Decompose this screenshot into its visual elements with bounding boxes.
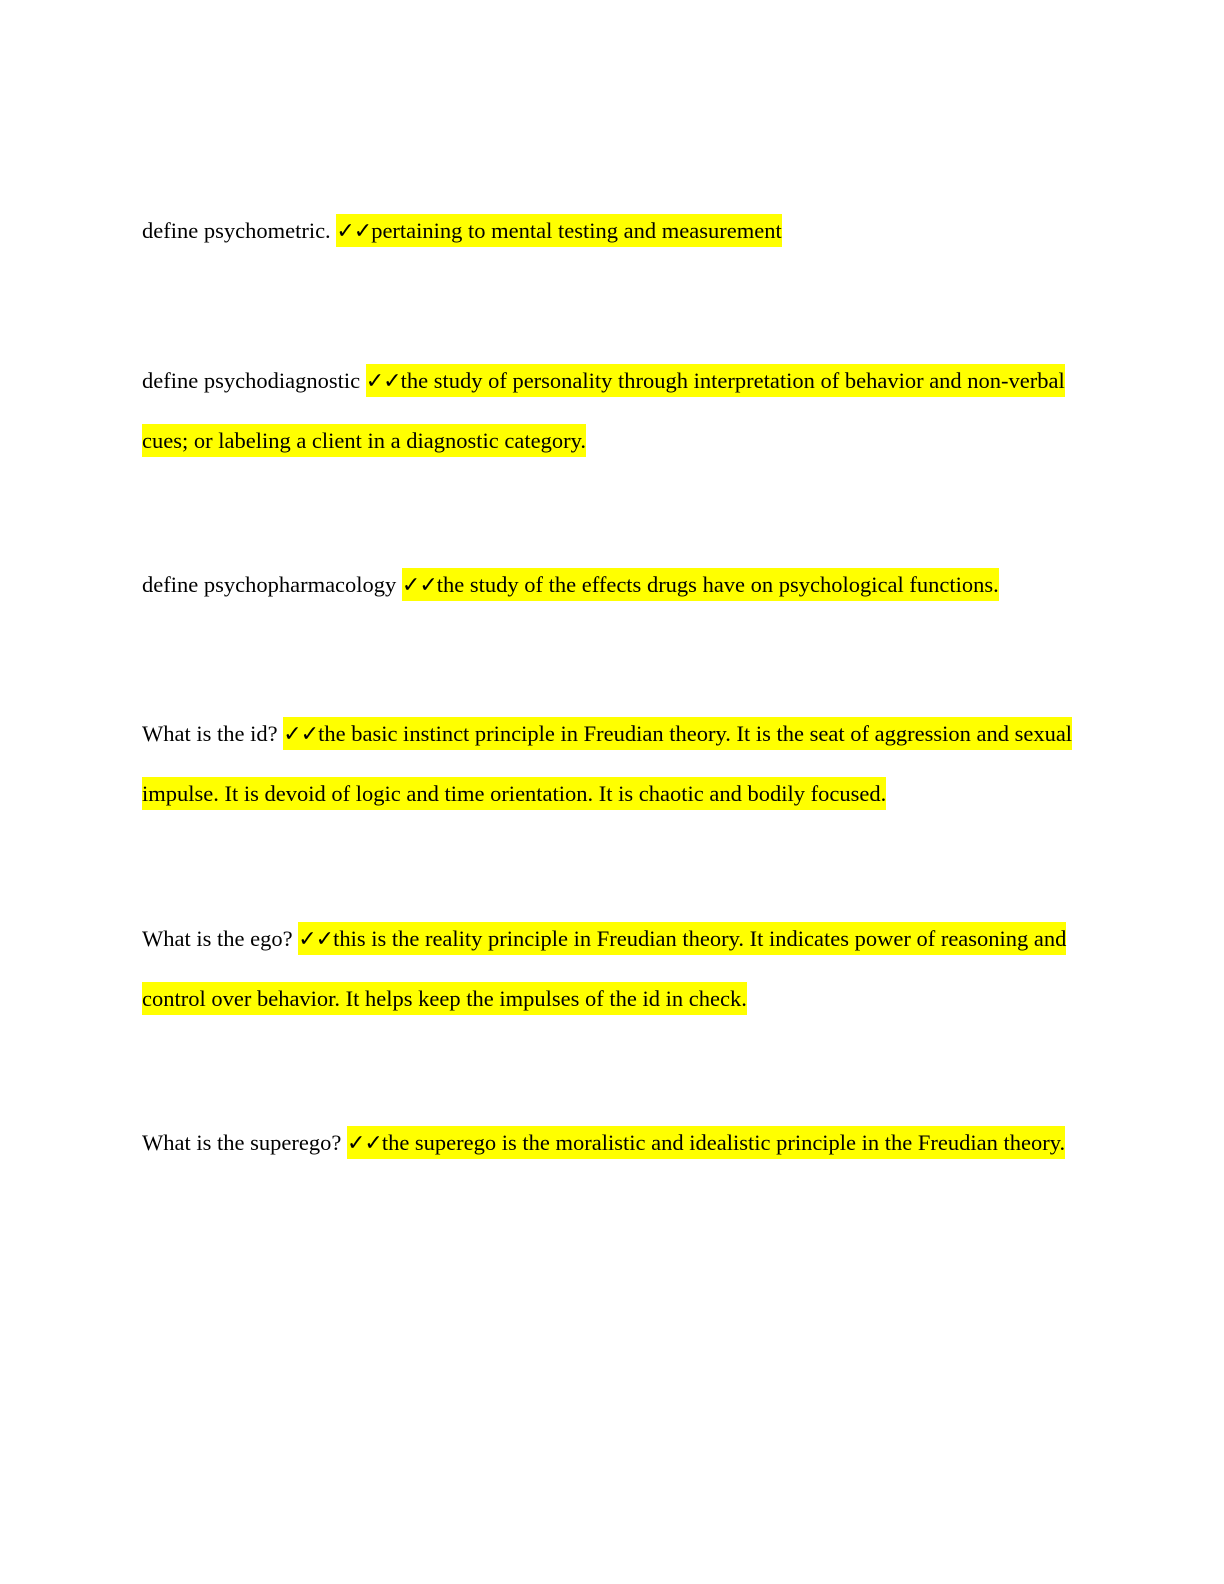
answer-highlight	[402, 568, 999, 601]
question-text: define psychodiagnostic	[142, 368, 366, 393]
qa-item-superego	[142, 1113, 1082, 1173]
double-check-icon: ✓✓	[346, 1131, 382, 1156]
answer-text: the basic instinct principle in Freudian theory. It is the seat of aggression and sexual impulse. It is devoid of logic and time orientation. It is chaotic and bodily focused.	[142, 721, 1073, 806]
double-check-icon: ✓✓	[365, 369, 401, 394]
question-text: What is the ego?	[142, 926, 299, 951]
answer-text: the superego is the moralistic and idealistic principle in the Freudian theory.	[381, 1130, 1066, 1155]
answer-text: the study of the effects drugs have on psychological functions.	[436, 572, 999, 597]
qa-item-psychometric	[142, 201, 1082, 261]
double-check-icon: ✓✓	[298, 927, 334, 952]
answer-text: the study of personality through interpretation of behavior and non-verbal cues; or labeling a client in a diagnostic category.	[142, 368, 1065, 453]
question-text: What is the superego?	[142, 1130, 347, 1155]
answer-highlight	[347, 1126, 1065, 1159]
answer-text: pertaining to mental testing and measurement	[371, 218, 782, 243]
qa-item-psychopharmacology	[142, 555, 1082, 615]
answer-highlight	[336, 214, 781, 247]
qa-item-id	[142, 704, 1082, 823]
qa-item-ego	[142, 909, 1082, 1028]
double-check-icon: ✓✓	[401, 573, 437, 598]
double-check-icon: ✓✓	[283, 722, 319, 747]
answer-text: this is the reality principle in Freudian theory. It indicates power of reasoning and control over behavior. It helps keep the impulses of the id in check.	[142, 926, 1067, 1011]
qa-item-psychodiagnostic	[142, 351, 1082, 470]
question-text: define psychometric.	[142, 218, 337, 243]
double-check-icon: ✓✓	[336, 219, 372, 244]
question-text: define psychopharmacology	[142, 572, 402, 597]
question-text: What is the id?	[142, 721, 284, 746]
